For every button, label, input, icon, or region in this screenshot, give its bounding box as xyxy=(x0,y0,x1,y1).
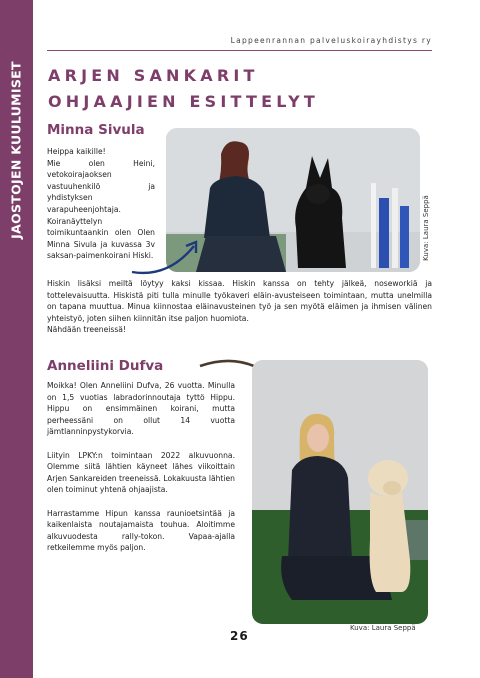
section2-name: Anneliini Dufva xyxy=(47,358,164,374)
paragraph: Harrastamme Hipun kanssa raunioetsintää ja kaikenlaista noutajamaista touhua. Aloitimme alkuvuodesta rally-tokon. Vapaa-ajalla retkeilemme myös paljon. xyxy=(47,508,235,553)
handler-with-german-shepherd-photo xyxy=(166,128,420,272)
page-title: ARJEN SANKARIT xyxy=(48,66,259,85)
paragraph: Heippa kaikille! xyxy=(47,147,106,156)
section2-body xyxy=(47,380,235,566)
handler-with-labrador-photo xyxy=(252,360,428,624)
paragraph: Mie olen Heini, vetokoirajaoksen vastuuhenkilö ja yhdistyksen varapuheenjohtaja. Koiranäyttelyn toimikuntaankin olen Olen Minna Sivula ja kuvassa 3v saksan-paimenkoirani Hiski. xyxy=(47,158,155,261)
photo-illustration xyxy=(252,360,428,624)
photo-illustration xyxy=(166,128,420,272)
page-subtitle: OHJAAJIEN ESITTELYT xyxy=(48,92,320,111)
header-rule xyxy=(47,50,432,51)
paragraph: Hiskin lisäksi meiltä löytyy kaksi kissaa. Hiskin kanssa on tehty jälkeä, noseworkiä ja tottelevaisuutta. Hiskistä piti tulla minulle työkaveri eläin-avusteiseen toimintaan, mutta unelmilla on tapana muuttua. Minua kiinnostaa eläinavusteinen työ ja sen myötä eläimen ja ihmisen välinen yhteistyö, joten siihen kiinnitän itse paljon huomiota. xyxy=(47,279,432,323)
paragraph: Moikka! Olen Anneliini Dufva, 26 vuotta. Minulla on 1,5 vuotias labradorinnoutaja tyttö Hippu. Hippu on ensimmäinen koirani, mutta perheessäni on ollut 14 vuotta jämtlanninpystykorvia. xyxy=(47,381,235,437)
photo-credit: Kuva: Laura Seppä xyxy=(422,195,430,261)
section-side-label: JAOSTOJEN KUULUMISET xyxy=(8,61,24,239)
section1-name: Minna Sivula xyxy=(47,122,145,138)
photo-credit: Kuva: Laura Seppä xyxy=(350,624,416,632)
arrow-icon xyxy=(128,238,204,278)
paragraph: Liityin LPKY:n toimintaan 2022 alkuvuonna. Olemme siitä lähtien käyneet lähes viikoittain Arjen Sankareiden treeneissä. Lokakuusta lähtien olen toiminut yhtenä ohjaajista. xyxy=(47,450,235,495)
section1-body xyxy=(47,278,432,336)
page-number: 26 xyxy=(230,629,249,643)
paragraph: Nähdään treeneissä! xyxy=(47,325,126,335)
organization-header: Lappeenrannan palveluskoirayhdistys ry xyxy=(230,36,432,45)
